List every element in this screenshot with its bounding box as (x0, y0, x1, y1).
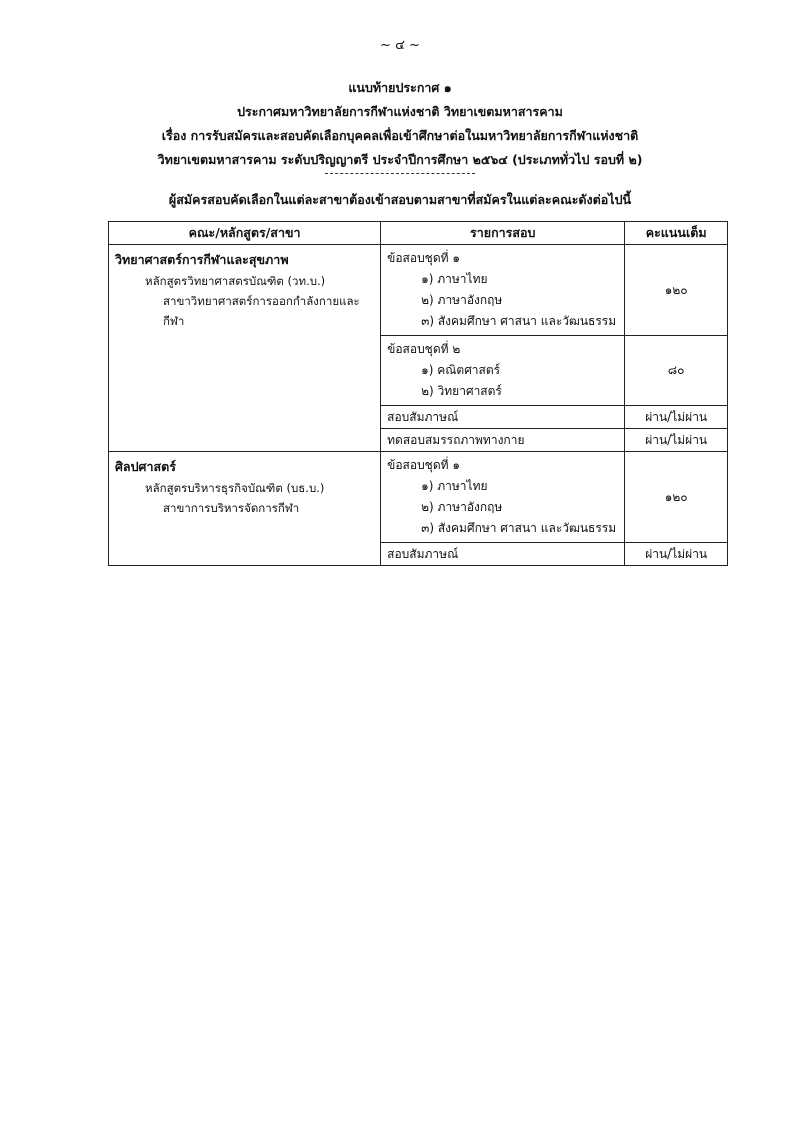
exam-set-score: ๑๒๐ (625, 245, 728, 336)
table-header-row (109, 222, 728, 245)
exam-subject: ๑) ภาษาไทย (421, 272, 488, 286)
header-line-2: ประกาศมหาวิทยาลัยการกีฬาแห่งชาติ วิทยาเขตมหาสารคาม (237, 104, 563, 119)
major-name: สาขาวิทยาศาสตร์การออกกำลังกายและกีฬา (163, 294, 360, 328)
other-exam-name: สอบสัมภาษณ์ (381, 543, 625, 566)
header-line-3: เรื่อง การรับสมัครและสอบคัดเลือกบุคคลเพื่อเข้าศึกษาต่อในมหาวิทยาลัยการกีฬาแห่งชาติ (161, 128, 639, 143)
exam-subject: ๓) สังคมศึกษา ศาสนา และวัฒนธรรม (421, 314, 617, 328)
exam-set-score: ๘๐ (625, 336, 728, 406)
faculty-name: วิทยาศาสตร์การกีฬาและสุขภาพ (115, 252, 289, 267)
major-name: สาขาการบริหารจัดการกีฬา (163, 501, 300, 515)
header-line-4: วิทยาเขตมหาสารคาม ระดับปริญญาตรี ประจำปีการศึกษา ๒๕๖๔ (ประเภททั่วไป รอบที่ ๒) (157, 152, 643, 167)
other-exam-score: ผ่าน/ไม่ผ่าน (625, 406, 728, 429)
exam-subject: ๑) คณิตศาสตร์ (421, 363, 501, 377)
header-exam-list: รายการสอบ (381, 222, 625, 245)
other-exam-score: ผ่าน/ไม่ผ่าน (625, 543, 728, 566)
table-row (109, 245, 728, 336)
exam-set-title: ข้อสอบชุดที่ ๑ (387, 251, 460, 265)
program-name: หลักสูตรบริหารธุรกิจบัณฑิต (บธ.บ.) (145, 481, 325, 495)
exam-subject: ๓) สังคมศึกษา ศาสนา และวัฒนธรรม (421, 521, 617, 535)
faculty-cell-2 (109, 452, 381, 566)
exam-set-cell (381, 452, 625, 543)
program-name: หลักสูตรวิทยาศาสตรบัณฑิต (วท.บ.) (145, 274, 326, 288)
exam-set-score: ๑๒๐ (625, 452, 728, 543)
intro-text: ผู้สมัครสอบคัดเลือกในแต่ละสาขาต้องเข้าสอบตามสาขาที่สมัครในแต่ละคณะดังต่อไปนี้ (168, 192, 632, 207)
exam-subject: ๑) ภาษาไทย (421, 479, 488, 493)
exam-subject: ๒) ภาษาอังกฤษ (421, 500, 503, 514)
faculty-cell-1 (109, 245, 381, 452)
exam-set-cell (381, 245, 625, 336)
table-row (109, 452, 728, 543)
faculty-name: ศิลปศาสตร์ (115, 459, 176, 474)
header-full-score: คะแนนเต็ม (625, 222, 728, 245)
exam-subject: ๒) วิทยาศาสตร์ (421, 384, 502, 398)
other-exam-name: ทดสอบสมรรถภาพทางกาย (381, 429, 625, 452)
other-exam-name: สอบสัมภาษณ์ (381, 406, 625, 429)
header-line-1: แนบท้ายประกาศ ๑ (348, 80, 452, 95)
exam-set-title: ข้อสอบชุดที่ ๑ (387, 458, 460, 472)
other-exam-score: ผ่าน/ไม่ผ่าน (625, 429, 728, 452)
header-divider (325, 173, 475, 174)
exam-table (108, 221, 728, 566)
exam-subject: ๒) ภาษาอังกฤษ (421, 293, 503, 307)
document-header (0, 76, 800, 172)
exam-set-cell (381, 336, 625, 406)
exam-set-title: ข้อสอบชุดที่ ๒ (387, 342, 461, 356)
page-number: ~ ๔ ~ (380, 38, 420, 53)
header-faculty: คณะ/หลักสูตร/สาขา (109, 222, 381, 245)
